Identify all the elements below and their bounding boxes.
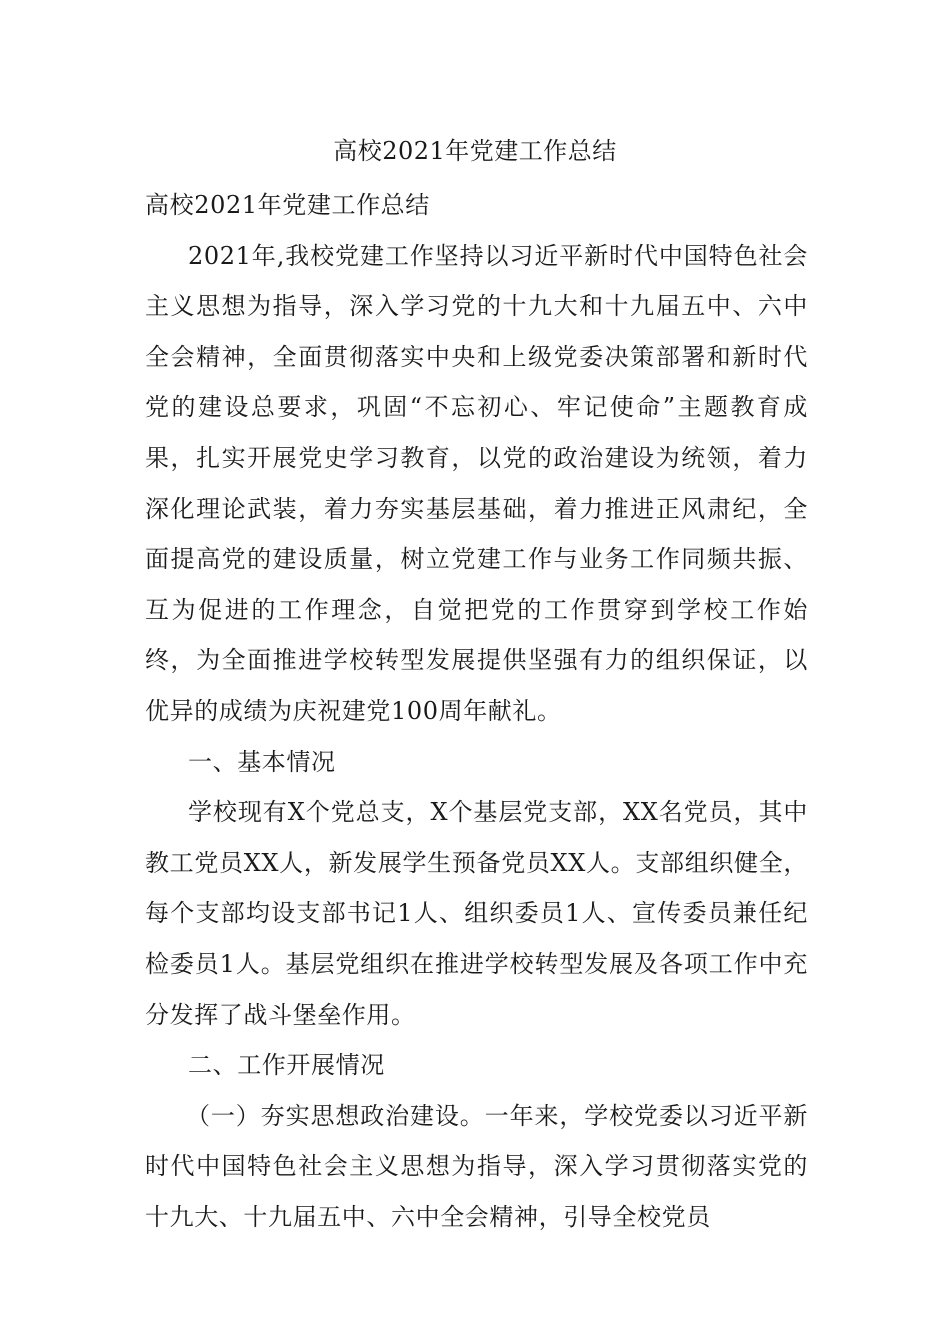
section-heading-work: 二、工作开展情况 xyxy=(188,1051,385,1080)
section-heading-basic: 一、基本情况 xyxy=(188,747,336,776)
document-body xyxy=(145,180,808,1242)
document-title: 高校2021年党建工作总结 xyxy=(333,137,617,165)
document-subtitle: 高校2021年党建工作总结 xyxy=(145,191,430,219)
paragraph-intro: 2021年,我校党建工作坚持以习近平新时代中国特色社会主义思想为指导，深入学习党的十九大和十九届五中、六中全会精神，全面贯彻落实中央和上级党委决策部署和新时代党的建设总要求，巩固“不忘初心、牢记使命”主题教育成果，扎实开展党史学习教育，以党的政治建设为统领，着力深化理论武装，着力夯实基层基础，着力推进正风肃纪，全面提高党的建设质量，树立党建工作与业务工作同频共振、互为促进的工作理念，自觉把党的工作贯穿到学校工作始终，为全面推进学校转型发展提供坚强有力的组织保证，以优异的成绩为庆祝建党100周年献礼。 xyxy=(145,241,808,725)
paragraph-ideological-building: （一）夯实思想政治建设。一年来，学校党委以习近平新时代中国特色社会主义思想为指导，深入学习贯彻落实党的十九大、十九届五中、六中全会精神，引导全校党员 xyxy=(145,1101,808,1231)
paragraph-basic-situation: 学校现有X个党总支，X个基层党支部，XX名党员，其中教工党员XX人，新发展学生预备党员XX人。支部组织健全，每个支部均设支部书记1人、组织委员1人、宣传委员兼任纪检委员1人。基层党组织在推进学校转型发展及各项工作中充分发挥了战斗堡垒作用。 xyxy=(145,798,808,1029)
